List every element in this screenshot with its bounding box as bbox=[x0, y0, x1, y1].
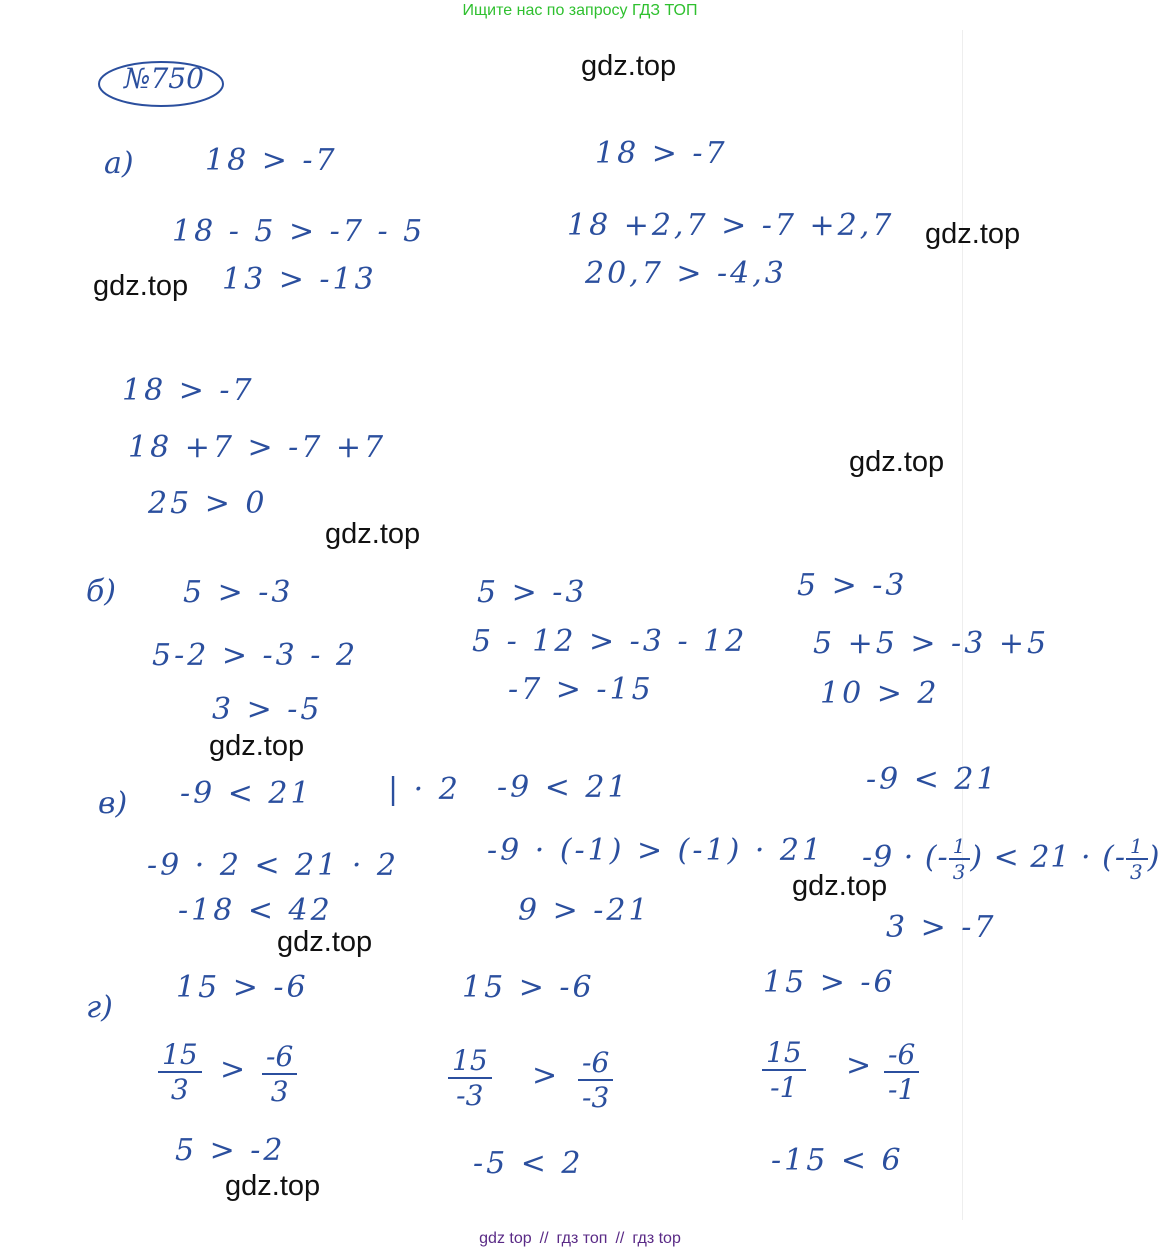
equation: 5-2 > -3 - 2 bbox=[152, 638, 359, 673]
watermark: gdz.top bbox=[277, 926, 373, 958]
equation: -9 · (-1) > (-1) · 21 bbox=[487, 833, 825, 868]
equation: 5 > -2 bbox=[175, 1133, 286, 1168]
equation: 25 > 0 bbox=[148, 486, 268, 521]
equation: -5 < 2 bbox=[473, 1146, 584, 1181]
fraction bbox=[949, 834, 971, 884]
fraction-numerator: 1 bbox=[949, 834, 971, 860]
fraction bbox=[762, 1036, 806, 1104]
footer-separator: // bbox=[615, 1230, 625, 1247]
equation: 15 > -6 bbox=[176, 970, 309, 1005]
banner: Ищите нас по запросу ГДЗ ТОП bbox=[462, 2, 698, 19]
fraction-denominator: -1 bbox=[770, 1071, 798, 1104]
part-label-a: а) bbox=[104, 146, 134, 181]
part-label-v: в) bbox=[98, 786, 128, 821]
watermark: gdz.top bbox=[925, 218, 1021, 250]
fraction-denominator: 3 bbox=[270, 1075, 289, 1108]
footer-separator: // bbox=[539, 1230, 549, 1247]
relation-sign: > bbox=[220, 1052, 246, 1087]
fraction-denominator: 3 bbox=[170, 1073, 189, 1106]
equation: -9 · 2 < 21 · 2 bbox=[147, 848, 399, 883]
fraction-numerator: -6 bbox=[262, 1040, 297, 1075]
equation: 9 > -21 bbox=[518, 893, 651, 928]
watermark: gdz.top bbox=[325, 518, 421, 550]
equation: -9 < 21 bbox=[497, 770, 630, 805]
equation: -15 < 6 bbox=[771, 1143, 904, 1178]
watermark: gdz.top bbox=[209, 730, 305, 762]
fraction-numerator: 15 bbox=[448, 1044, 492, 1079]
equation: 18 > -7 bbox=[122, 373, 255, 408]
watermark: gdz.top bbox=[93, 270, 189, 302]
equation: 20,7 > -4,3 bbox=[585, 256, 787, 291]
fraction-numerator: 15 bbox=[762, 1036, 806, 1071]
equation: 15 > -6 bbox=[462, 970, 595, 1005]
fraction-numerator: 1 bbox=[1126, 834, 1148, 860]
footer-link[interactable]: гдз топ bbox=[556, 1230, 608, 1247]
part-label-b: б) bbox=[86, 574, 117, 609]
equation: -18 < 42 bbox=[178, 893, 333, 928]
equation-part: -9 · (- bbox=[862, 840, 949, 875]
footer-link[interactable]: gdz top bbox=[479, 1230, 532, 1247]
equation-part: ) < 21 · (- bbox=[970, 840, 1126, 875]
equation: 3 > -7 bbox=[886, 910, 997, 945]
fraction-denominator: 3 bbox=[1129, 860, 1144, 884]
fraction bbox=[262, 1040, 297, 1108]
watermark: gdz.top bbox=[849, 446, 945, 478]
equation: 5 > -3 bbox=[797, 568, 908, 603]
fraction-numerator: -6 bbox=[578, 1046, 613, 1081]
equation: -9 < 21 bbox=[866, 762, 999, 797]
equation-note: | · 2 bbox=[388, 772, 461, 807]
equation: 18 +7 > -7 +7 bbox=[128, 430, 387, 465]
equation bbox=[862, 834, 1160, 884]
equation: 5 > -3 bbox=[183, 575, 294, 610]
equation: 13 > -13 bbox=[222, 262, 377, 297]
watermark: gdz.top bbox=[581, 50, 677, 82]
fraction bbox=[1126, 834, 1148, 884]
footer-link[interactable]: гдз top bbox=[632, 1230, 681, 1247]
equation: -7 > -15 bbox=[508, 672, 654, 707]
watermark: gdz.top bbox=[225, 1170, 321, 1202]
equation: 18 - 5 > -7 - 5 bbox=[172, 214, 426, 249]
equation: 18 +2,7 > -7 +2,7 bbox=[567, 208, 895, 243]
fraction-numerator: 15 bbox=[158, 1038, 202, 1073]
fraction-numerator: -6 bbox=[884, 1038, 919, 1073]
fraction bbox=[448, 1044, 492, 1112]
equation: 15 > -6 bbox=[763, 965, 896, 1000]
equation: -9 < 21 bbox=[180, 776, 313, 811]
equation: 5 > -3 bbox=[477, 575, 588, 610]
equation: 5 - 12 > -3 - 12 bbox=[472, 624, 748, 659]
equation: 18 > -7 bbox=[595, 136, 728, 171]
equation-part: ) bbox=[1147, 840, 1160, 875]
fraction-denominator: 3 bbox=[952, 860, 967, 884]
relation-sign: > bbox=[846, 1048, 872, 1083]
problem-number: №750 bbox=[124, 62, 204, 95]
equation: 5 +5 > -3 +5 bbox=[813, 626, 1050, 661]
footer-links bbox=[0, 1230, 1160, 1248]
equation: 10 > 2 bbox=[820, 676, 940, 711]
relation-sign: > bbox=[532, 1058, 558, 1093]
fraction bbox=[884, 1038, 919, 1106]
fraction bbox=[578, 1046, 613, 1114]
fraction-denominator: -1 bbox=[888, 1073, 916, 1106]
watermark: gdz.top bbox=[792, 870, 888, 902]
fraction bbox=[158, 1038, 202, 1106]
page-fold-line bbox=[962, 30, 963, 1220]
fraction-denominator: -3 bbox=[582, 1081, 610, 1114]
equation: 18 > -7 bbox=[205, 143, 338, 178]
fraction-denominator: -3 bbox=[456, 1079, 484, 1112]
part-label-g: г) bbox=[86, 990, 113, 1025]
equation: 3 > -5 bbox=[212, 692, 323, 727]
